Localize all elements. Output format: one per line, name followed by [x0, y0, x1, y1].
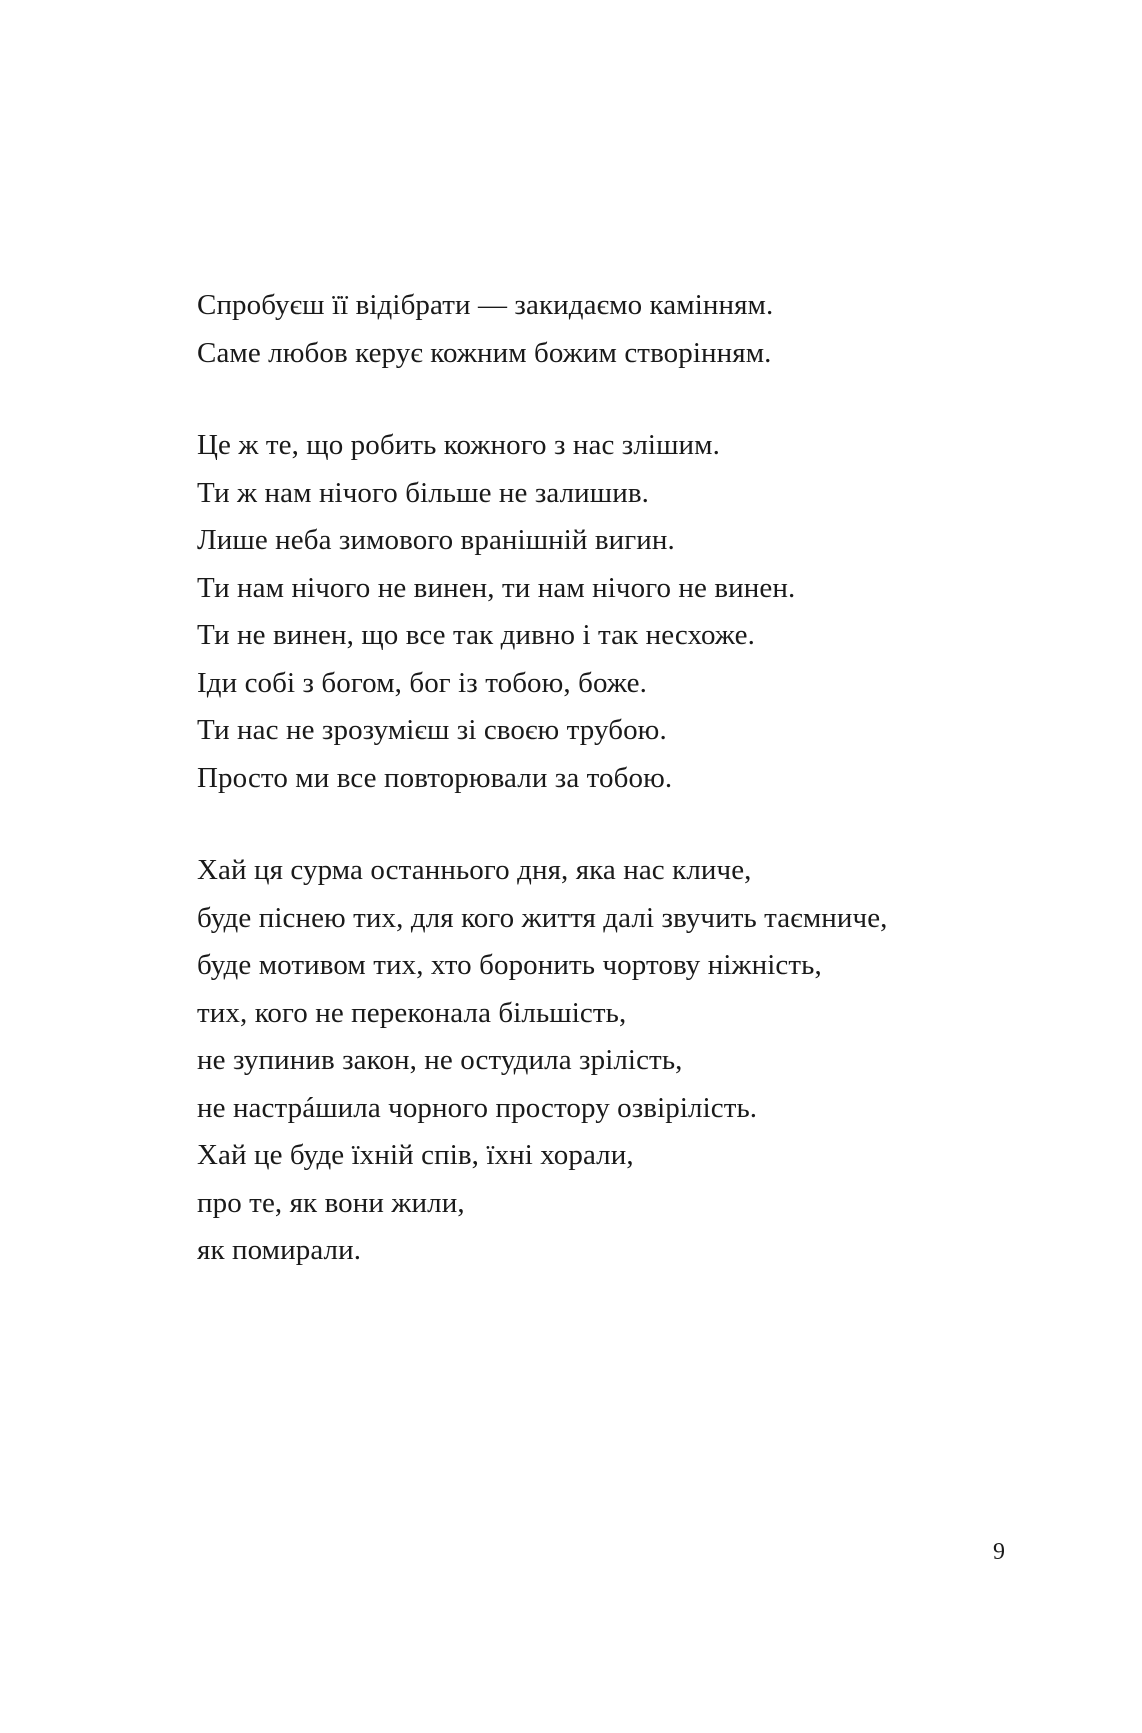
page-number: 9	[993, 1539, 1005, 1565]
poem-line: Просто ми все повторювали за тобою.	[197, 761, 673, 794]
poem-line: Хай це буде їхній спів, їхні хорали,	[197, 1139, 634, 1171]
poem-text	[197, 282, 1077, 1320]
stanza-2	[197, 422, 1077, 802]
poem-line: Це ж те, що робить кожного з нас злішим.	[197, 429, 720, 461]
poem-line: Ти ж нам нічого більше не залишив.	[197, 476, 649, 509]
poem-line: Саме любов керує кожним божим створінням.	[197, 336, 772, 369]
poem-line: Спробуєш її відібрати — закидаємо камінням.	[197, 289, 774, 321]
poem-line: буде піснею тих, для кого життя далі звучить таємниче,	[197, 901, 888, 934]
poem-line: про те, як вони жили,	[197, 1186, 465, 1219]
poem-line: Ти нам нічого не винен, ти нам нічого не винен.	[197, 571, 796, 604]
poem-line: Ти нас не зрозумієш зі своєю трубою.	[197, 714, 667, 746]
poem-line: не настрáшила чорного простору озвірілість.	[197, 1091, 758, 1124]
poem-line: Ти не винен, що все так дивно і так несхоже.	[197, 619, 755, 651]
poem-line: не зупинив закон, не остудила зрілість,	[197, 1044, 683, 1076]
poem-line: тих, кого не переконала більшість,	[197, 996, 627, 1029]
poem-line: Лише неба зимового вранішній вигин.	[197, 524, 675, 556]
poem-line: Хай ця сурма останнього дня, яка нас кличе,	[197, 854, 752, 886]
poem-line: буде мотивом тих, хто боронить чортову ніжність,	[197, 949, 822, 981]
poem-line: Іди собі з богом, бог із тобою, боже.	[197, 666, 647, 699]
stanza-3	[197, 847, 1077, 1275]
poem-line: як помирали.	[197, 1234, 362, 1266]
stanza-1	[197, 282, 1077, 377]
